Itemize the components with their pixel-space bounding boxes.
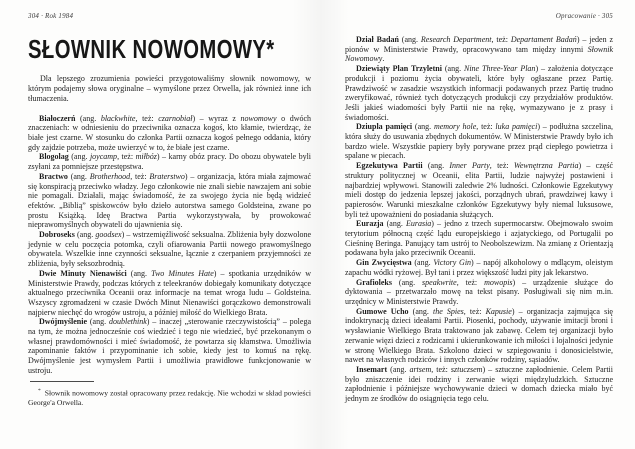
dictionary-entry: Dziupla pamięci (ang. memory hole, też: luka pamięci) – podłużna szczelina, która służy do usuwania zbędnych dokumentów. W Ministerstwie Prawdy było ich bardzo wiele. Wszystkie papiery były porywane przez prąd ciepłego powietrza i spalane w piecach. (345, 122, 613, 161)
dictionary-entry: Eurazja (ang. Eurasia) – jedno z trzech supermocarstw. Obejmowało swoim terytorium północną część lądu europejskiego i azjatyckiego, od Portugalii po Cieśninę Beringa. Panujący tam ustrój to Neobolszewizm. Na zmianę z Orientazją podawana była jako przeciwnik Oceanii. (345, 219, 613, 258)
page-number-right: 305 (601, 12, 613, 20)
footnote-text (28, 387, 311, 408)
page-right (345, 12, 613, 404)
dictionary-entry: Gin Zwycięstwa (ang. Victory Gin) – napój alkoholowy o mdlącym, oleistym zapachu wódki ryżowej. Był tani i przez większość ludzi pity jak lekarstwo. (345, 258, 614, 277)
dictionary-entry: Grafioleks (ang. speakwrite, też: mowopis) – urządzenie służące do dyktowania – przetwarzało mowę na tekst pisany. Posługiwali się nim m.in. urzędnicy w Ministerstwie Prawdy. (345, 277, 614, 306)
dictionary-entry: Dwójmyślenie (ang. doublethink) – inaczej „sterowanie rzeczywistością” – polega na tym, że można jednocześnie coś wiedzieć i tego nie wiedzieć, być przekonanym o własnej prawdomówności i mieć świadomość, że powtarza się kłamstwa. Umożliwia zapominanie faktów i przypominanie ich sobie, kiedy jest to komuś na rękę. Dwójmyślenie jest wymysłem Partii i umożliwia prawidłowe funkcjonowanie w ustroju. (28, 317, 312, 375)
dictionary-entry: Gumowe Ucho (ang. the Spies, też: Kapusie) – organizacja zajmująca się indoktrynacją dzieci ideałami Partii. Piosenki, pochody, używanie imitacji broni i wysławianie Wielkiego Brata traktowano jak zabawę. Celem tej organizacji było zerwanie więzi dzieci z rodzicami i ukierunkowanie ich miłości i lojalności jedynie w stronę Wielkiego Brata. Szkolono dzieci w szpiegowaniu i donosicielstwie, nawet na własnych rodziców i innych członków rodziny, sąsiadów. (345, 306, 613, 365)
intro-paragraph: Dla lepszego zrozumienia powieści przygotowaliśmy słownik nowomowy, w którym podajemy słowa oryginalne – wymyślone przez Orwella, jak również inne ich tłumaczenia. (28, 74, 311, 104)
dictionary-entry: Egzekutywa Partii (ang. Inner Party, też: Wewnętrzna Partia) – część struktury politycznej w Oceanii, elita Partii, ludzie najwyżej postawieni i najbardziej wpływowi. Stanowili zaledwie 2% ludności. Członkowie Egzekutywy mieli dostęp do jedzenia lepszej jakości, porządnych ubrań, prawdziwej kawy i papierosów. Warunki mieszkalne członków Egzekutywy były niemal luksusowe, byli też upoważnieni do posiadania służących. (345, 161, 613, 219)
running-head-separator: · (41, 12, 44, 20)
footnote-divider (30, 381, 94, 382)
footnote-marker: * (38, 388, 41, 394)
page-title (28, 36, 311, 62)
dictionary-entry: Białoczerń (ang. blackwhite, też: czarnobiał) – wyraz z nowomowy o dwóch znaczeniach: w odniesieniu do przeciwnika oznacza kogoś, kto kłamie, twierdząc, że białe jest czarne. W stosunku do członka Partii oznacza kogoś pełnego oddania, który gdy zajdzie potrzeba, może uwierzyć w to, że białe jest czarne. (28, 113, 312, 152)
footnote-body: Słownik nowomowy został opracowany przez redakcję. Nie wchodzi w skład powieści George'a Orwella. (28, 388, 311, 408)
entries-left (28, 114, 311, 376)
dictionary-entry: Dobroseks (ang. goodsex) – wstrzemięźliwość seksualna. Zbliżenia były dozwolone jedynie w celu poczęcia potomka, czyli ofiarowania Partii nowego prawomyślnego obywatela. Wszelkie inne czynności seksualne, łącznie z czerpaniem przyjemności ze zbliżenia, były seksozbrodnią. (28, 230, 312, 269)
page-title-text: SŁOWNIK NOWOMOWY* (28, 34, 275, 64)
running-head-separator-right: · (597, 12, 600, 20)
dictionary-entry: Blogolag (ang. joycamp, też: miłbóz) – karny obóz pracy. Do obozu obywatele byli zsyłani za pomniejsze przestępstwa. (28, 152, 312, 172)
running-head-left (28, 12, 311, 21)
page-number-left: 304 (28, 12, 40, 20)
running-head-right (345, 12, 613, 21)
dictionary-entry: Bractwo (ang. Brotherhood, też: Braterstwo) – organizacja, która miała zajmować się konspiracją przeciwko władzy. Jego członkowie nie znali siebie nawzajem ani sobie nie pomagali. Działali, mając świadomość, że za swojego życia nie będą widzieć efektów. „Biblią” spiskowców było dzieło autorstwa samego Goldsteina, zwane po prostu Książką. Ideę Bractwa Partia wykorzystywała, by prowokować nieprawomyślnych obywateli do ujawnienia się. (28, 171, 311, 230)
running-head-label-left: Rok 1984 (44, 12, 74, 20)
dictionary-entry: Dwie Minuty Nienawiści (ang. Two Minutes Hate) – spotkania urzędników w Ministerstwie Prawdy, podczas których z teleekranów dobiegały komunikaty dotyczące aktualnego przeciwnika Oceanii oraz informacje na temat wroga ludu – Goldsteina. Wszyscy zgromadzeni w czasie Dwóch Minut Nienawiści gorączkowo demonstrowali najpierw niechęć do wrogów ustroju, a później miłość do Wielkiego Brata. (28, 268, 311, 317)
footnote (28, 381, 311, 408)
dictionary-entry: Dział Badań (ang. Research Department, też: Departament Badań) – jeden z pionów w Ministerstwie Prawdy, opracowywano tam między innymi Słownik Nowomowy. (345, 35, 614, 64)
page-left (28, 12, 311, 376)
running-head-label-right: Opracowanie (555, 12, 597, 20)
dictionary-entry: Insemart (ang. artsem, też: sztuczsem) – sztuczne zapłodnienie. Celem Partii było zniszczenie idei rodziny i zerwanie więzi międzyludzkich. Sztuczne zapłodnienie i późniejsze wychowywanie dzieci w domach dziecka miało być jednym ze środków do osiągnięcia tego celu. (345, 364, 613, 404)
dictionary-entry: Dziewiąty Plan Trzyletni (ang. Nine Three-Year Plan) – założenia dotyczące produkcji i poziomu życia obywateli, które były ogłaszane przez Partię. Prawdziwość w zasadzie wszystkich informacji podawanych przez Partię trudno zweryfikować, również tych dotyczących produkcji czy przydziałów produktów. Jeśli jakieś wiadomości były Partii nie na rękę, wymazywano je z prasy i świadomości. (345, 64, 613, 122)
entries-right (345, 35, 613, 404)
